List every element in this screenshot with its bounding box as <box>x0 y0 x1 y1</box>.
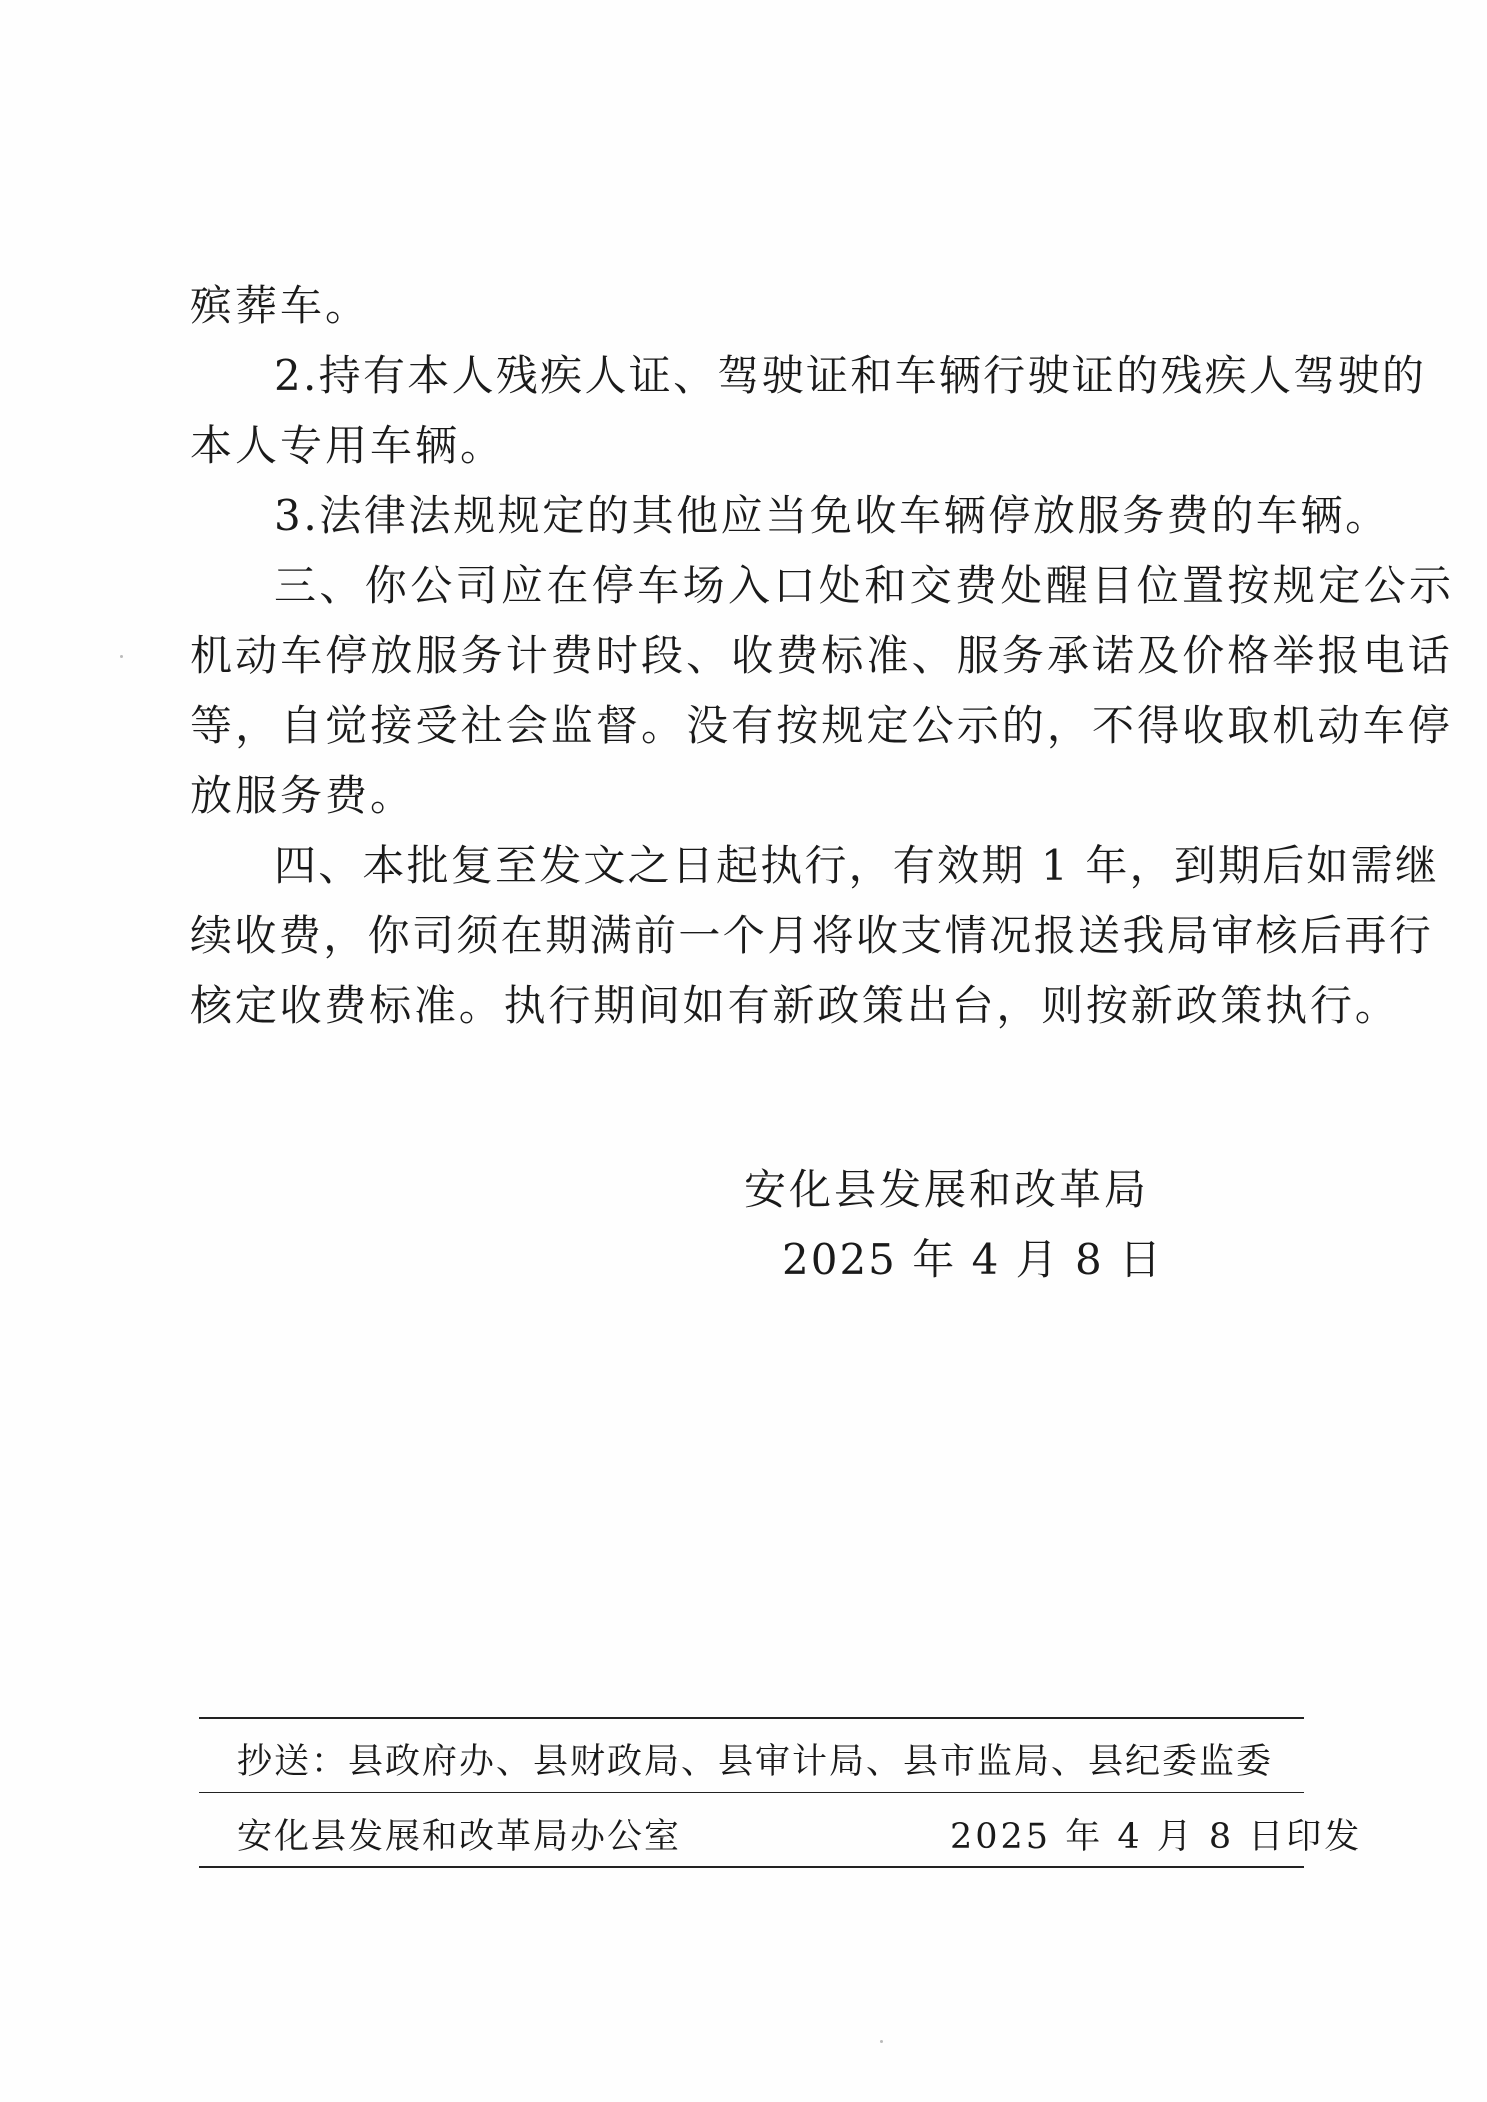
footer-middle-rule <box>199 1792 1304 1793</box>
issue-date: 2025 年 4 月 8 日 <box>782 1235 1164 1284</box>
issuer-name: 安化县发展和改革局 <box>744 1165 1150 1214</box>
body-line-6: 机动车停放服务计费时段、收费标准、服务承诺及价格举报电话 <box>190 631 1453 680</box>
print-date: 2025 年 4 月 8 日印发 <box>950 1817 1363 1857</box>
body-line-5: 三、你公司应在停车场入口处和交费处醒目位置按规定公示 <box>274 561 1455 610</box>
body-line-8: 放服务费。 <box>190 771 416 820</box>
footer-top-rule <box>199 1717 1304 1719</box>
body-line-3: 本人专用车辆。 <box>190 421 506 470</box>
body-line-2: 2.持有本人残疾人证、驾驶证和车辆行驶证的残疾人驾驶的 <box>274 351 1427 400</box>
body-line-11: 核定收费标准。执行期间如有新政策出台，则按新政策执行。 <box>190 981 1400 1030</box>
footer-bottom-rule <box>199 1866 1304 1868</box>
scan-speck <box>120 655 123 658</box>
body-line-9: 四、本批复至发文之日起执行，有效期 1 年，到期后如需继 <box>274 841 1440 890</box>
body-line-7: 等，自觉接受社会监督。没有按规定公示的，不得收取机动车停 <box>190 701 1453 750</box>
cc-list: 抄送：县政府办、县财政局、县审计局、县市监局、县纪委监委 <box>237 1742 1274 1782</box>
body-line-4: 3.法律法规规定的其他应当免收车辆停放服务费的车辆。 <box>274 491 1390 540</box>
issuing-office: 安化县发展和改革局办公室 <box>237 1817 682 1857</box>
body-line-1: 殡葬车。 <box>190 281 371 330</box>
scan-speck <box>880 2040 883 2043</box>
body-line-10: 续收费，你司须在期满前一个月将收支情况报送我局审核后再行 <box>190 911 1434 960</box>
